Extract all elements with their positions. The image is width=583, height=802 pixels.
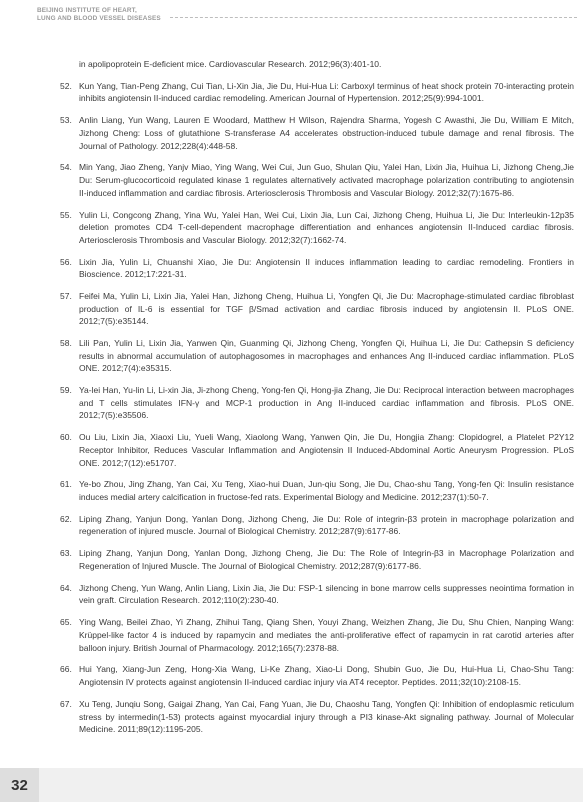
- reference-text: Liping Zhang, Yanjun Dong, Yanlan Dong, Jizhong Cheng, Jie Du: The Role of Integrin-β3 in Macrophage Polarization and Regeneration of Injured Muscle. The Journal of Biological Chemistry. 2012;287(9):6177-86.: [79, 548, 574, 571]
- reference-item: [60, 337, 574, 375]
- header-divider: [170, 17, 577, 18]
- reference-text: Yulin Li, Congcong Zhang, Yina Wu, Yalei Han, Wei Cui, Lixin Jia, Lun Cai, Jizhong Cheng, Huihua Li, Jie Du: Interleukin-12p35 deletion promotes CD4 T-cell-dependent macrophage differentiation and enhances angiotensin II-Induced cardiac fibrosis. Arteriosclerosis Thrombosis and Vascular Biology. 2012;32(7):1662-74.: [79, 209, 574, 245]
- reference-item: [60, 698, 574, 736]
- reference-number: 55.: [60, 209, 72, 220]
- reference-item: [60, 616, 574, 654]
- reference-text: Anlin Liang, Yun Wang, Lauren E Woodard, Matthew H Wilson, Rajendra Sharma, Yogesh C Awasthi, Jie Du, William E Mitch, Jizhong Cheng: Loss of glutathione S-transferase A4 accelerates obstruction-induced tubule damage and renal fibrosis. The Journal of Pathology. 2012;228(4):448-58.: [79, 115, 574, 151]
- reference-list: [60, 58, 574, 745]
- reference-text: Ying Wang, Beilei Zhao, Yi Zhang, Zhihui Tang, Qiang Shen, Youyi Zhang, Weizhen Zhang, Jie Du, Shu Chien, Nanping Wang: Krüppel-like factor 4 is induced by rapamycin and mediates the anti-proliferative effect of rapamycin in rat carotid arteries after balloon injury. British Journal of Pharmacology. 2012;165(7):2378-88.: [79, 617, 574, 653]
- reference-item: [60, 209, 574, 247]
- reference-number: 52.: [60, 80, 72, 91]
- reference-text: Min Yang, Jiao Zheng, Yanjv Miao, Ying Wang, Wei Cui, Jun Guo, Shulan Qiu, Yalei Han, Lixin Jia, Huihua Li, Jizhong Cheng,Jie Du: Serum-glucocorticoid regulated kinase 1 regulates alternatively activated macrophage polarization contributing to angiotensin II-induced inflammation and cardiac fibrosis. Arteriosclerosis Thrombosis and Vascular Biology. 2012;32(7):1675-86.: [79, 162, 574, 198]
- reference-text: Ou Liu, Lixin Jia, Xiaoxi Liu, Yueli Wang, Xiaolong Wang, Yanwen Qin, Jie Du, Hongjia Zhang: Clopidogrel, a Platelet P2Y12 Receptor Inhibitor, Reduces Vascular Inflammation and Angiotensin II Induced-Abdominal Aortic Aneurysm Progression. PLoS ONE. 2012;7(12):e51707.: [79, 432, 574, 468]
- reference-item: [60, 547, 574, 572]
- reference-number: 56.: [60, 256, 72, 267]
- reference-number: 67.: [60, 698, 72, 709]
- reference-item: [60, 513, 574, 538]
- institute-name-line1: BEIJING INSTITUTE OF HEART,: [37, 7, 137, 14]
- reference-number: 53.: [60, 115, 72, 126]
- reference-item: [60, 582, 574, 607]
- reference-number: 65.: [60, 617, 72, 628]
- reference-number: 59.: [60, 385, 72, 396]
- reference-text: Ya-lei Han, Yu-lin Li, Li-xin Jia, Ji-zhong Cheng, Yong-fen Qi, Hong-jia Zhang, Jie Du: Reciprocal interaction between macrophages and T cells stimulates IFN-γ and MCP-1 production in Ang II-induced cardiac inflammation and fibrosis. PLoS ONE. 2012;7(5):e35506.: [79, 385, 574, 421]
- reference-text: Ye-bo Zhou, Jing Zhang, Yan Cai, Xu Teng, Xiao-hui Duan, Jun-qiu Song, Jie Du, Chao-shu Tang, Yong-fen Qi: Insulin resistance induces medial artery calcification in fructose-fed rats. Experimental Biology and Medicine. 2012;237(1):50-7.: [79, 479, 574, 502]
- reference-item: [60, 431, 574, 469]
- reference-number: 62.: [60, 513, 72, 524]
- reference-number: 58.: [60, 338, 72, 349]
- reference-text: Liping Zhang, Yanjun Dong, Yanlan Dong, Jizhong Cheng, Jie Du: Role of integrin-β3 protein in macrophage polarization and regeneration of injured muscle. Journal of Biological Chemistry. 2012;287(9):6177-86.: [79, 513, 574, 537]
- reference-number: 54.: [60, 162, 72, 173]
- reference-item: [60, 256, 574, 281]
- reference-item: [60, 114, 574, 152]
- reference-text: Hui Yang, Xiang-Jun Zeng, Hong-Xia Wang, Li-Ke Zhang, Xiao-Li Dong, Shubin Guo, Jie Du, Hui-Hua Li, Chao-Shu Tang: Angiotensin IV protects against angiotensin II-induced cardiac injury via AT4 receptor. Peptides. 2011;32(10):2108-15.: [79, 664, 574, 688]
- institute-name-line2: LUNG AND BLOOD VESSEL DISEASES: [37, 15, 161, 22]
- reference-item: [60, 478, 574, 503]
- reference-continuation: in apolipoprotein E-deficient mice. Cardiovascular Research. 2012;96(3):401-10.: [79, 59, 382, 69]
- reference-number: 66.: [60, 664, 72, 675]
- reference-text: Xu Teng, Junqiu Song, Gaigai Zhang, Yan Cai, Fang Yuan, Jie Du, Chaoshu Tang, Yongfen Qi: Inhibition of endoplasmic reticulum stress by intermedin(1-53) protects against myocardial injury through a PI3 kinase-Akt signaling pathway. Journal of Molecular Medicine. 2011;89(12):1195-205.: [79, 698, 574, 735]
- reference-item: [60, 161, 574, 199]
- reference-number: 64.: [60, 582, 72, 593]
- reference-text: Lixin Jia, Yulin Li, Chuanshi Xiao, Jie Du: Angiotensin II induces inflammation leading to cardiac remodeling. Frontiers in Bioscience. 2012;17:221-31.: [79, 256, 574, 280]
- reference-item: [60, 80, 574, 105]
- reference-number: 60.: [60, 432, 72, 443]
- reference-text: Lili Pan, Yulin Li, Lixin Jia, Yanwen Qin, Guanming Qi, Jizhong Cheng, Yongfen Qi, Huihua Li, Jie Du: Cathepsin S deficiency results in abnormal accumulation of autophagosomes in macrophages and enhances Ang II-induced cardiac inflammation. PLoS ONE. 2012;7(4):e35315.: [79, 338, 574, 374]
- reference-number: 57.: [60, 291, 72, 302]
- reference-item: [60, 384, 574, 422]
- reference-number: 63.: [60, 548, 72, 559]
- page-number: 32: [0, 768, 39, 802]
- page-header: [37, 7, 577, 29]
- reference-item: [60, 663, 574, 688]
- reference-text: Feifei Ma, Yulin Li, Lixin Jia, Yalei Han, Jizhong Cheng, Huihua Li, Yongfen Qi, Jie Du: Macrophage-stimulated cardiac fibroblast production of IL-6 is essential for TGF β/Smad activation and cardiac fibrosis induced by angiotensin II. PLoS ONE. 2012;7(5):e35144.: [79, 291, 574, 327]
- footer-band: [0, 768, 583, 802]
- reference-text: Jizhong Cheng, Yun Wang, Anlin Liang, Lixin Jia, Jie Du: FSP-1 silencing in bone marrow cells suppresses neointima formation in vein graft. Circulation Research. 2012;110(2):230-40.: [79, 582, 574, 606]
- reference-item: [60, 290, 574, 328]
- reference-number: 61.: [60, 479, 72, 490]
- reference-text: Kun Yang, Tian-Peng Zhang, Cui Tian, Li-Xin Jia, Jie Du, Hui-Hua Li: Carboxyl terminus of heat shock protein 70-interacting protein inhibits angiotensin II-induced cardiac remodeling. American Journal of Hypertension. 2012;25(9):994-1001.: [79, 80, 574, 104]
